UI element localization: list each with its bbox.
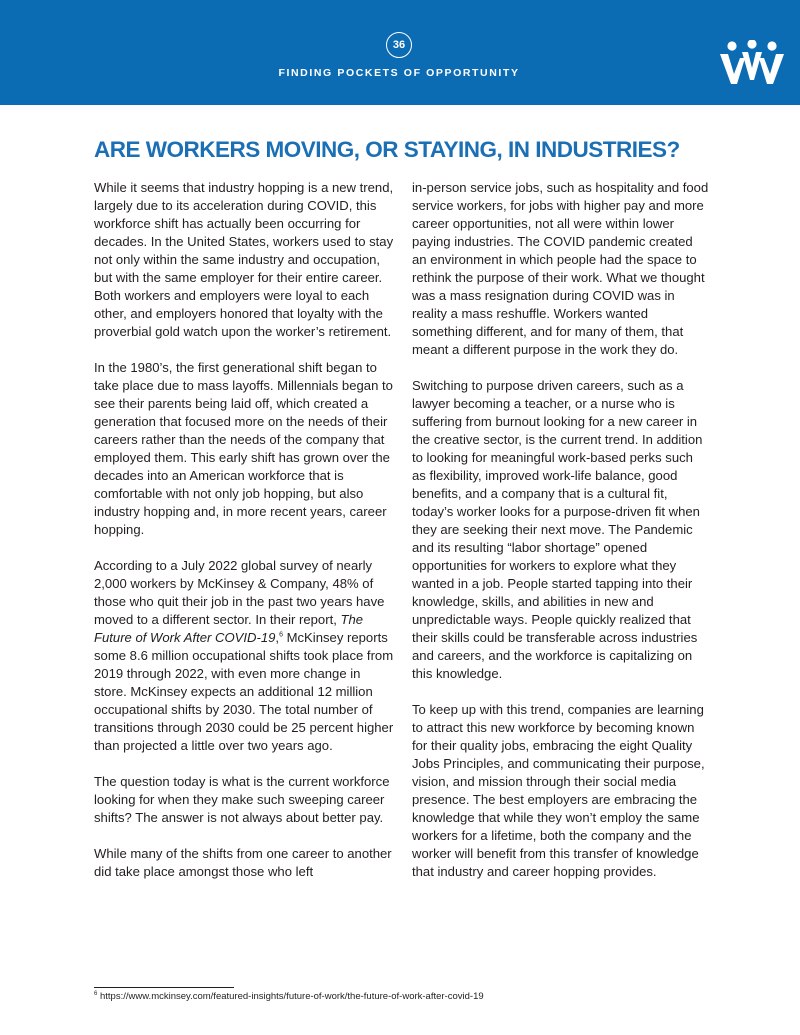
footnote-url[interactable]: https://www.mckinsey.com/featured-insights/future-of-work/the-future-of-work-after-covid-19	[97, 991, 484, 1003]
page-header	[0, 0, 800, 105]
paragraph: The question today is what is the current workforce looking for when they make such sweeping career shifts? The answer is not always about better pay.	[94, 774, 390, 825]
text-run: McKinsey reports some 8.6 million occupational shifts took place from 2019 through 2022, with even more change in store. McKinsey expects an additional 12 million occupational shifts by 2030. The total number of transitions through 2030 could be 25 percent higher than projected a little over two years ago.	[94, 630, 394, 753]
paragraph-with-citation	[94, 557, 394, 755]
section-label: FINDING POCKETS OF OPPORTUNITY	[278, 67, 520, 79]
paragraph: in-person service jobs, such as hospitality and food service workers, for jobs with higher pay and more career opportunities, not all were within lower paying industries. The COVID pandemic created an environment in which people had the space to rethink the purpose of their work. What we thought was a mass resignation during COVID was in reality a mass reshuffle. Workers wanted something different, and for many of them, that meant a different purpose in the work they do.	[412, 180, 709, 357]
article-title: ARE WORKERS MOVING, OR STAYING, IN INDUSTRIES?	[94, 137, 680, 162]
right-column	[412, 179, 710, 881]
left-column	[94, 179, 394, 881]
footnote-number: 6	[94, 991, 98, 997]
paragraph: To keep up with this trend, companies are learning to attract this new workforce by becoming known for their quality jobs, embracing the eight Quality Jobs Principles, and communicating their purpose, vision, and mission through their social media presence. The best employers are embracing the knowledge that while they won’t employ the same workers for a lifetime, both the company and the worker will benefit from this transfer of knowledge that industry and career hopping provides.	[412, 702, 705, 879]
text-run: According to a July 2022 global survey of nearly 2,000 workers by McKinsey & Company, 48% of those who quit their job in the past two years have moved to a different sector. In their report,	[94, 558, 385, 627]
footnote	[94, 991, 484, 1002]
paragraph: While many of the shifts from one career to another did take place amongst those who left	[94, 846, 392, 879]
paragraph: Switching to purpose driven careers, such as a lawyer becoming a teacher, or a nurse who is suffering from burnout looking for a new career in the creative sector, is the current trend. In addition to looking for meaningful work-based perks such as flexibility, improved work-life balance, good benefits, and a company that is a cultural fit, today’s worker looks for a purpose-driven fit when they are seeking their next move. The Pandemic and its resulting “labor shortage” opened opportunities for workers to explore what they wanted in a job. People started tapping into their knowledge, skills, and abilities in new and unpredictable ways. People quickly realized that their skills could be transferable across industries and careers, and the workforce is capitalizing on this knowledge.	[412, 378, 703, 681]
text-run: ,	[275, 630, 280, 645]
paragraph: In the 1980’s, the first generational shift began to take place due to mass layoffs. Millennials began to see their parents being laid off, which created a generation that focused more on the needs of their careers rather than the needs of the company that employed them. This early shift has grown over the decades into an American workforce that is comfortable with not only job hopping, but also industry hopping and, in more recent years, career hopping.	[94, 360, 393, 537]
paragraph: While it seems that industry hopping is a new trend, largely due to its acceleration during COVID, this workforce shift has actually been occurring for decades. In the United States, workers used to stay not only within the same industry and occupation, but with the same employer for their entire career. Both workers and employers were loyal to each other, and employers honored that loyalty with the proverbial gold watch upon the worker’s retirement.	[94, 180, 394, 339]
people-logo-icon	[718, 40, 786, 88]
footnote-reference: 6	[279, 631, 283, 639]
report-title: The Future of Work After COVID-19	[94, 612, 364, 645]
footnote-divider	[94, 987, 234, 988]
page-number-badge: 36	[386, 32, 412, 58]
